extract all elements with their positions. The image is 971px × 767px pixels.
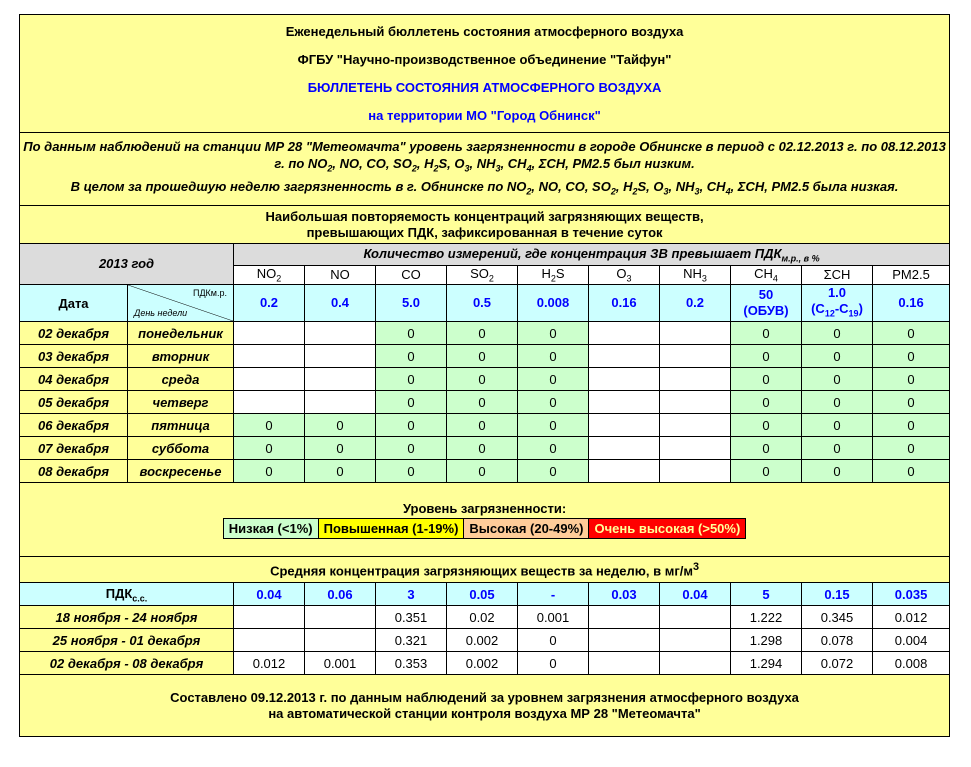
avg-value: 0.002: [447, 629, 518, 652]
freq-value: 0: [447, 345, 518, 368]
bulletin: [19, 14, 949, 737]
avg-value: [589, 629, 660, 652]
freq-value: 0: [518, 460, 589, 483]
avg-value: [305, 629, 376, 652]
freq-value: 0: [802, 368, 873, 391]
freq-value: [660, 368, 731, 391]
intro-text: По данным наблюдений на станции МР 28 "Метеомачта" уровень загрязненности в городе Обнинске в период с 02.12.2013 г. по 08.12.2013 г. по $NO_2$, NO, CO, $SO_2$, $H_2S$, $O_3$, $NH_3$, $CH_4$, ΣCH, PM2.5 был низким. В целом за прошедшую неделю загрязненность в г. Обнинске по $NO_2$, NO, CO, $SO_2$, $H_2S$, $O_3$, $NH_3$, $CH_4$, ΣCH, PM2.5 была низкая.: [23, 139, 946, 197]
pdk-value: 0.16: [873, 284, 950, 322]
avg-pdk-value: 3: [376, 583, 447, 606]
pdk-value: 0.5: [447, 284, 518, 322]
avg-pdk-value: 0.05: [447, 583, 518, 606]
freq-value: 0: [731, 391, 802, 414]
row-date: 02 декабря: [20, 322, 128, 345]
freq-value: 0: [447, 322, 518, 345]
avg-value: 0.012: [234, 652, 305, 675]
avg-pdk-label: $ПДК_{с.с.}$: [20, 583, 234, 606]
freq-value: 0: [802, 460, 873, 483]
avg-value: 0: [518, 652, 589, 675]
avg-value: 0: [518, 629, 589, 652]
row-weekday: четверг: [128, 391, 234, 414]
table-row: [20, 391, 950, 414]
freq-value: 0: [873, 345, 950, 368]
freq-value: [234, 322, 305, 345]
avg-value: [234, 606, 305, 629]
freq-value: 0: [731, 414, 802, 437]
freq-value: [234, 391, 305, 414]
freq-value: 0: [305, 414, 376, 437]
freq-count-header-row: [20, 244, 950, 266]
row-date: 04 декабря: [20, 368, 128, 391]
row-date: 07 декабря: [20, 437, 128, 460]
freq-value: 0: [376, 368, 447, 391]
freq-value: 0: [802, 414, 873, 437]
freq-value: [660, 437, 731, 460]
pdk-value: 0.008: [518, 284, 589, 322]
row-weekday: пятница: [128, 414, 234, 437]
freq-value: 0: [802, 345, 873, 368]
freq-value: [589, 460, 660, 483]
avg-value: 0.351: [376, 606, 447, 629]
freq-value: [305, 391, 376, 414]
row-date: 03 декабря: [20, 345, 128, 368]
avg-value: 0.002: [447, 652, 518, 675]
avg-value: 0.004: [873, 629, 950, 652]
header-bulletin-title: БЮЛЛЕТЕНЬ СОСТОЯНИЯ АТМОСФЕРНОГО ВОЗДУХА: [307, 79, 662, 95]
year-cell: 2013 год: [20, 244, 234, 285]
row-date: 08 декабря: [20, 460, 128, 483]
row-weekday: вторник: [128, 345, 234, 368]
freq-value: 0: [873, 414, 950, 437]
legend-row: [20, 483, 950, 557]
table-row: [20, 460, 950, 483]
pollutant-header: $CH_4$: [731, 266, 802, 285]
weekday-label: День недели: [134, 308, 188, 319]
header-org: ФГБУ "Научно-производственное объединение "Тайфун": [297, 51, 672, 67]
freq-value: 0: [376, 391, 447, 414]
legend-item: Низкая (<1%): [224, 519, 319, 538]
freq-value: [589, 437, 660, 460]
freq-value: 0: [873, 322, 950, 345]
row-date: 05 декабря: [20, 391, 128, 414]
table-row: [20, 414, 950, 437]
freq-value: 0: [731, 345, 802, 368]
avg-period: 25 ноября - 01 декабря: [20, 629, 234, 652]
freq-value: [589, 414, 660, 437]
freq-value: [234, 345, 305, 368]
freq-value: 0: [802, 322, 873, 345]
avg-value: 0.078: [802, 629, 873, 652]
avg-value: [589, 606, 660, 629]
pollutant-header: $SO_2$: [447, 266, 518, 285]
avg-value: 0.001: [305, 652, 376, 675]
freq-value: 0: [873, 391, 950, 414]
table-row: [20, 322, 950, 345]
freq-value: 0: [305, 437, 376, 460]
freq-value: 0: [731, 437, 802, 460]
avg-value: 0.001: [518, 606, 589, 629]
pdk-value: 0.2: [660, 284, 731, 322]
table-row: [20, 437, 950, 460]
pdk-value: 5.0: [376, 284, 447, 322]
freq-value: 0: [234, 460, 305, 483]
freq-value: 0: [376, 322, 447, 345]
pdk-value: 1.0 $(C_{12}-C_{19})$: [802, 284, 873, 322]
legend-title: Уровень загрязненности:: [402, 500, 567, 516]
pdk-label: ПДКм.р.: [192, 288, 227, 299]
row-date: 06 декабря: [20, 414, 128, 437]
freq-value: 0: [873, 368, 950, 391]
avg-value: 1.222: [731, 606, 802, 629]
table-row: [20, 629, 950, 652]
freq-value: 0: [873, 460, 950, 483]
freq-value: 0: [731, 368, 802, 391]
avg-value: 0.345: [802, 606, 873, 629]
footer-block: [20, 675, 950, 737]
avg-value: [305, 606, 376, 629]
pollutant-header: $H_2S$: [518, 266, 589, 285]
avg-pdk-value: 0.03: [589, 583, 660, 606]
avg-pdk-value: 0.035: [873, 583, 950, 606]
header-row: [20, 15, 950, 133]
pdk-row: [20, 284, 950, 322]
freq-value: 0: [447, 460, 518, 483]
avg-value: [660, 606, 731, 629]
legend-item: Высокая (20-49%): [464, 519, 589, 538]
avg-pdk-value: 0.15: [802, 583, 873, 606]
legend-item: Повышенная (1-19%): [319, 519, 465, 538]
freq-value: 0: [873, 437, 950, 460]
avg-value: 1.298: [731, 629, 802, 652]
legend: [223, 518, 747, 539]
freq-value: [660, 391, 731, 414]
freq-value: 0: [447, 414, 518, 437]
pollutant-header: NO: [305, 266, 376, 285]
row-weekday: воскресенье: [128, 460, 234, 483]
table-row: [20, 606, 950, 629]
pdk-value: 0.2: [234, 284, 305, 322]
avg-value: 0.012: [873, 606, 950, 629]
freq-value: [305, 345, 376, 368]
footer-line1: Составлено 09.12.2013 г. по данным наблюдений за уровнем загрязнения атмосферного воздуха: [170, 689, 799, 705]
legend-block: [20, 483, 950, 557]
pollutant-header: $NO_2$: [234, 266, 305, 285]
intro-block: [20, 133, 950, 206]
freq-value: 0: [518, 414, 589, 437]
pollutant-header: ΣCH: [802, 266, 873, 285]
avg-value: 0.321: [376, 629, 447, 652]
date-header: Дата: [20, 284, 128, 322]
freq-value: [589, 322, 660, 345]
header-title: Еженедельный бюллетень состояния атмосферного воздуха: [285, 23, 684, 39]
count-header: Количество измерений, где концентрация ЗВ превышает $ПДК_{м.р., в \%}$: [234, 244, 950, 266]
freq-value: 0: [376, 460, 447, 483]
freq-value: 0: [518, 322, 589, 345]
table-row: [20, 368, 950, 391]
bulletin-table: [19, 14, 950, 737]
header-territory: на территории МО "Город Обнинск": [368, 107, 601, 123]
pdk-value: 0.4: [305, 284, 376, 322]
avg-value: [589, 652, 660, 675]
freq-value: 0: [802, 391, 873, 414]
freq-value: 0: [234, 414, 305, 437]
avg-pdk-value: 0.04: [234, 583, 305, 606]
freq-value: 0: [518, 391, 589, 414]
legend-item: Очень высокая (>50%): [589, 519, 745, 538]
footer-line2: на автоматической станции контроля воздуха МР 28 "Метеомачта": [268, 705, 701, 721]
freq-value: 0: [234, 437, 305, 460]
freq-value: 0: [447, 368, 518, 391]
pollutant-header: $NH_3$: [660, 266, 731, 285]
pollutant-header: CO: [376, 266, 447, 285]
freq-value: 0: [376, 345, 447, 368]
freq-value: 0: [518, 437, 589, 460]
pdk-day-header: [128, 284, 234, 322]
footer-row: [20, 675, 950, 737]
avg-pdk-row: [20, 583, 950, 606]
freq-value: [589, 391, 660, 414]
freq-value: [305, 368, 376, 391]
freq-value: 0: [376, 414, 447, 437]
freq-value: 0: [447, 437, 518, 460]
freq-value: 0: [731, 322, 802, 345]
avg-value: [660, 652, 731, 675]
freq-value: 0: [518, 345, 589, 368]
avg-period: 18 ноября - 24 ноября: [20, 606, 234, 629]
avg-value: [234, 629, 305, 652]
avg-body: [20, 606, 950, 675]
freq-value: [589, 368, 660, 391]
avg-title: Средняя концентрация загрязняющих веществ за неделю, в $мг/м^3$: [20, 557, 950, 583]
avg-pdk-value: 0.04: [660, 583, 731, 606]
pdk-value: 50 (ОБУВ): [731, 284, 802, 322]
row-weekday: суббота: [128, 437, 234, 460]
avg-value: 1.294: [731, 652, 802, 675]
freq-value: 0: [802, 437, 873, 460]
freq-value: [660, 345, 731, 368]
avg-pdk-value: 5: [731, 583, 802, 606]
freq-value: [305, 322, 376, 345]
pollutant-header: $O_3$: [589, 266, 660, 285]
freq-value: 0: [518, 368, 589, 391]
avg-pdk-value: 0.06: [305, 583, 376, 606]
freq-value: 0: [731, 460, 802, 483]
header-block: [20, 15, 950, 133]
avg-value: 0.353: [376, 652, 447, 675]
freq-value: 0: [305, 460, 376, 483]
freq-value: [660, 460, 731, 483]
freq-value: [660, 322, 731, 345]
avg-title-row: [20, 557, 950, 583]
pollutant-header: PM2.5: [873, 266, 950, 285]
table-row: [20, 652, 950, 675]
table-row: [20, 345, 950, 368]
avg-value: [660, 629, 731, 652]
intro-row: [20, 133, 950, 206]
avg-value: 0.008: [873, 652, 950, 675]
freq-body: [20, 322, 950, 483]
freq-value: [660, 414, 731, 437]
freq-title-row: [20, 206, 950, 244]
row-weekday: среда: [128, 368, 234, 391]
avg-period: 02 декабря - 08 декабря: [20, 652, 234, 675]
freq-value: 0: [376, 437, 447, 460]
freq-value: [234, 368, 305, 391]
row-weekday: понедельник: [128, 322, 234, 345]
avg-value: 0.02: [447, 606, 518, 629]
freq-title: Наибольшая повторяемость концентраций загрязняющих веществ, превышающих ПДК, зафиксированная в течение суток: [20, 206, 950, 244]
freq-value: 0: [447, 391, 518, 414]
pdk-value: 0.16: [589, 284, 660, 322]
freq-value: [589, 345, 660, 368]
avg-pdk-value: -: [518, 583, 589, 606]
avg-value: 0.072: [802, 652, 873, 675]
